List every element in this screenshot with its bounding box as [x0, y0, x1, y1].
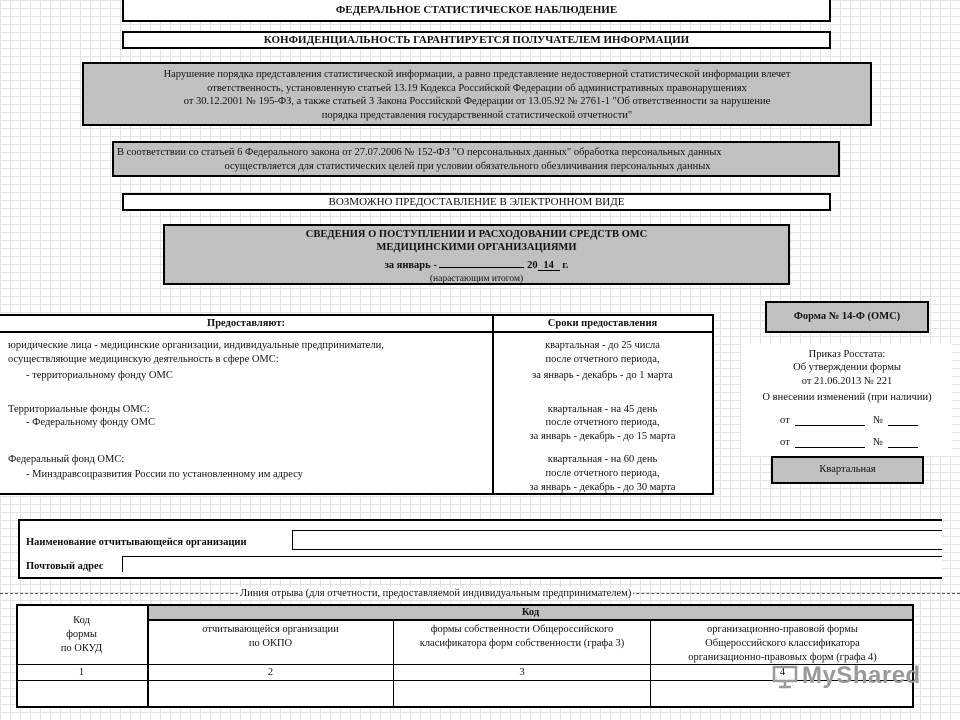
kod-header: Код: [147, 604, 914, 621]
year-suffix: г.: [562, 260, 569, 271]
deadline-line: квартальная - до 25 числа: [545, 340, 660, 351]
amendment-from-label: от: [780, 415, 790, 426]
period-month-field[interactable]: [439, 256, 524, 268]
deadline-line: за январь - декабрь - до 30 марта: [529, 482, 676, 493]
submitters-header-left: Предоставляют:: [207, 318, 285, 329]
form-header-title: ФЕДЕРАЛЬНОЕ СТАТИСТИЧЕСКОЕ НАБЛЮДЕНИЕ: [122, 0, 831, 22]
deadline-line: после отчетного периода,: [545, 354, 660, 365]
codes-col2-header: отчитывающейся организации: [202, 624, 339, 635]
okpo-code-cell[interactable]: [149, 681, 393, 706]
personal-data-line: осуществляется для статистических целей при условии обязательного обезличивания персональных данных: [224, 161, 711, 172]
warning-line: ответственность, установленную статьей 13.19 Кодекса Российской Федерации об административных правонарушениях: [207, 82, 747, 94]
codes-col1-header: формы: [66, 629, 97, 640]
codes-col4-header: организационно-правовых форм (графа 4): [688, 652, 877, 663]
submitter-line: - Минздравсоцразвития России по установленному им адресу: [26, 469, 303, 480]
order-line: от 21.06.2013 № 221: [801, 376, 893, 387]
order-line: Об утверждении формы: [793, 362, 901, 373]
amendment-date-field[interactable]: [795, 425, 865, 426]
presentation-icon: [772, 665, 798, 689]
period-prefix: за январь -: [384, 260, 437, 271]
watermark-text: MyShared: [802, 662, 921, 689]
amendment-date-field[interactable]: [795, 447, 865, 448]
order-line: О внесении изменений (при наличии): [762, 392, 932, 403]
submitter-line: - территориальному фонду ОМС: [26, 370, 173, 381]
legal-warning-box: [82, 62, 872, 126]
year-field[interactable]: 14: [538, 259, 560, 271]
report-title-box: [163, 224, 790, 285]
warning-line: от 30.12.2001 № 195-ФЗ, а также статьей 3 Закона Российской Федерации от 13.05.92 № 2761-1 "Об ответственности за нарушение: [183, 96, 771, 107]
amendment-from-label: от: [780, 437, 790, 448]
submitter-line: осуществляющие медицинскую деятельность в сфере ОМС:: [8, 354, 279, 365]
submitters-header-right: Сроки предоставления: [547, 318, 658, 329]
deadline-line: квартальная - на 45 день: [547, 404, 658, 415]
report-title-line-1: СВЕДЕНИЯ О ПОСТУПЛЕНИИ И РАСХОДОВАНИИ СРЕДСТВ ОМС: [305, 229, 648, 240]
codes-column-number: 1: [78, 667, 85, 678]
personal-data-box: [112, 141, 840, 177]
submitters-header-divider: [0, 331, 714, 333]
amendment-number-label: №: [873, 437, 884, 448]
submitter-line: Федеральный фонд ОМС:: [8, 454, 125, 465]
warning-line: порядка представления государственной статистической отчетности": [321, 109, 633, 121]
submitter-line: Территориальные фонды ОМС:: [8, 404, 150, 415]
codes-col1-header: Код: [73, 615, 90, 626]
codes-col3-header: класификатора форм собственности (графа 3): [419, 638, 625, 649]
codes-col2-header: по ОКПО: [248, 638, 293, 649]
organization-name-label: Наименование отчитывающейся организации: [26, 537, 247, 548]
electronic-submission-banner: ВОЗМОЖНО ПРЕДОСТАВЛЕНИЕ В ЭЛЕКТРОННОМ ВИДЕ: [122, 193, 831, 211]
amendment-number-label: №: [873, 415, 884, 426]
codes-col1-header: по ОКУД: [60, 643, 103, 654]
amendment-number-field[interactable]: [888, 425, 918, 426]
ownership-code-cell[interactable]: [394, 681, 650, 706]
postal-address-label: Почтовый адрес: [26, 561, 104, 572]
submitter-line: - Федеральному фонду ОМС: [26, 417, 155, 428]
year-prefix: 20: [527, 260, 538, 271]
deadline-line: после отчетного периода,: [545, 417, 660, 428]
submitter-line: юридические лица - медицинские организации, индивидуальные предприниматели,: [8, 340, 384, 351]
report-period: [165, 256, 788, 272]
deadline-line: за январь - декабрь - до 1 марта: [532, 370, 673, 381]
codes-col4-header: организационно-правовой формы: [707, 624, 858, 635]
cut-line-label: Линия отрыва (для отчетности, предоставляемой индивидуальным предпринимателем): [240, 588, 632, 599]
watermark-logo: [772, 662, 922, 692]
organization-name-field[interactable]: [292, 530, 942, 550]
report-title-line-2: МЕДИЦИНСКИМИ ОРГАНИЗАЦИЯМИ: [376, 242, 577, 253]
deadline-line: квартальная - на 60 день: [547, 454, 658, 465]
personal-data-line: В соответствии со статьей 6 Федерального закона от 27.07.2006 № 152-ФЗ "О персональных данных" обработка персональных данных: [117, 147, 722, 158]
amendment-number-field[interactable]: [888, 447, 918, 448]
deadline-line: за январь - декабрь - до 15 марта: [529, 431, 676, 442]
codes-col4-header: Общероссийского классификатора: [705, 638, 860, 649]
confidentiality-banner: КОНФИДЕНЦИАЛЬНОСТЬ ГАРАНТИРУЕТСЯ ПОЛУЧАТЕЛЕМ ИНФОРМАЦИИ: [122, 31, 831, 49]
order-line: Приказ Росстата:: [808, 349, 886, 360]
form-number-box: Форма № 14-Ф (ОМС): [765, 301, 929, 333]
codes-column-number: 4: [779, 667, 786, 678]
warning-line: Нарушение порядка представления статистической информации, а равно представление недостоверной статистической информации влечет: [163, 69, 791, 80]
cumulative-note: (нарастающим итогом): [429, 274, 524, 284]
codes-column-number: 2: [267, 667, 274, 678]
postal-address-field[interactable]: [122, 556, 942, 572]
deadline-line: после отчетного периода,: [545, 468, 660, 479]
codes-col3-header: формы собственности Общероссийского: [430, 624, 614, 635]
periodicity-box: Квартальная: [771, 456, 924, 484]
okud-code-cell[interactable]: [18, 681, 147, 706]
codes-column-number: 3: [519, 667, 525, 678]
